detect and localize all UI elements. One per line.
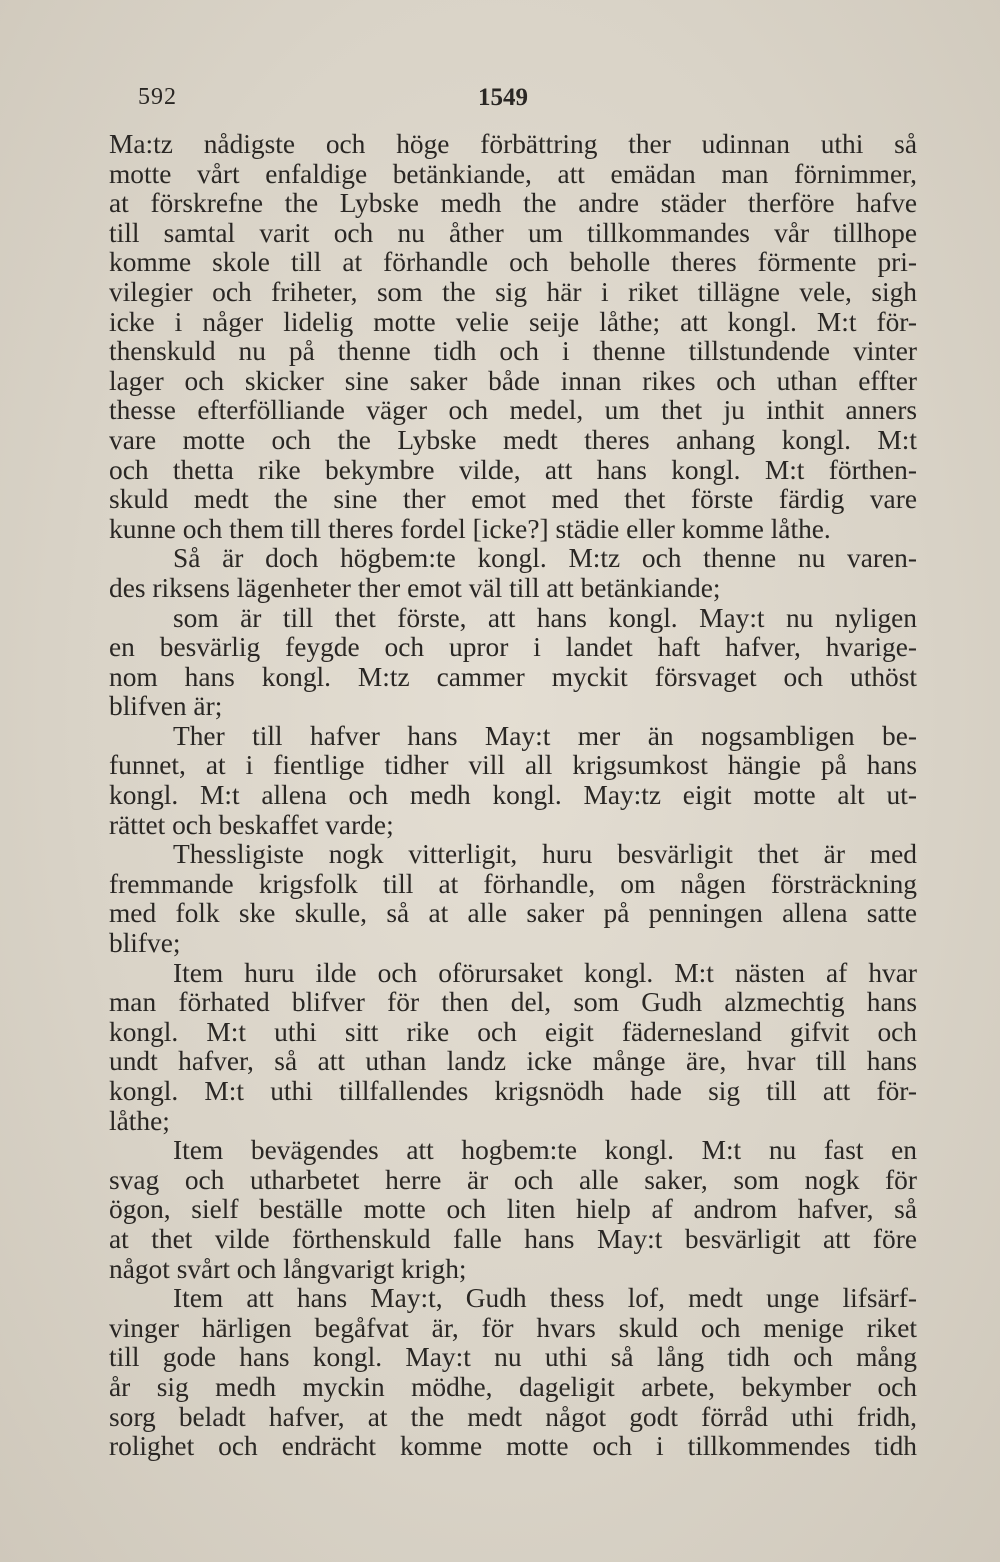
text-line: svag och utharbetet herre är och alle saker, som nogk för — [109, 1164, 917, 1195]
text-line: som är till thet förste, att hans kongl. May:t nu nyligen — [173, 602, 917, 633]
text-line: Ther till hafver hans May:t mer än nogsambligen be- — [173, 720, 917, 751]
text-line: till gode hans kongl. May:t nu uthi så lång tidh och mång — [109, 1342, 917, 1373]
text-line: en besvärlig feygde och upror i landet haft hafver, hvarige- — [109, 632, 917, 663]
body-text — [109, 130, 917, 1462]
text-line: rolighet och endrächt komme motte och i tillkommendes tidh — [109, 1431, 917, 1462]
page-header — [138, 84, 918, 114]
text-line: skuld medt the sine ther emot med thet förste färdig vare — [109, 484, 917, 515]
text-line: kunne och them till theres fordel [icke?] städie eller komme låthe. — [109, 513, 831, 544]
text-line: at förskrefne the Lybske medh the andre städer therföre hafve — [109, 188, 917, 219]
text-line: blifven är; — [109, 691, 223, 722]
text-line: låthe; — [109, 1105, 170, 1136]
text-line: man förhated blifver för then del, som Gudh alzmechtig hans — [109, 987, 917, 1018]
text-line: vinger härligen begåfvat är, för hvars skuld och menige riket — [109, 1312, 917, 1343]
text-line: Thessligiste nogk vitterligit, huru besvärligit thet är med — [173, 839, 917, 870]
text-line: blifve; — [109, 928, 181, 959]
text-line: lager och skicker sine saker både innan rikes och uthan effter — [109, 365, 917, 396]
text-line: rättet och beskaffet varde; — [109, 809, 394, 840]
text-line: år sig medh myckin mödhe, dageligit arbete, bekymber och — [109, 1371, 917, 1402]
page-number: 592 — [138, 84, 177, 110]
text-line: Item huru ilde och oförursaket kongl. M:t nästen af hvar — [173, 957, 917, 988]
text-line: thenskuld nu på thenne tidh och i thenne tillstundende vinter — [109, 336, 917, 367]
text-line: des riksens lägenheter ther emot väl till att betänkiande; — [109, 572, 721, 603]
text-line: och thetta rike bekymbre vilde, att hans kongl. M:t förthen- — [109, 454, 917, 485]
text-line: fremmande krigsfolk till at förhandle, om någen försträckning — [109, 868, 917, 899]
text-line: Item att hans May:t, Gudh thess lof, medt unge lifsärf- — [173, 1283, 917, 1314]
text-line: Så är doch högbem:te kongl. M:tz och thenne nu varen- — [173, 543, 917, 574]
text-line: komme skole till at förhandle och beholle theres förmente pri- — [109, 247, 917, 278]
text-line: thesse efterfölliande väger och medel, um thet ju inthit anners — [109, 395, 917, 426]
text-line: kongl. M:t uthi sitt rike och eigit fädernesland gifvit och — [109, 1016, 917, 1047]
text-line: kongl. M:t uthi tillfallendes krigsnödh hade sig till att för- — [109, 1076, 917, 1106]
text-line: vilegier och friheter, som the sig här i riket tillägne vele, sigh — [109, 276, 917, 307]
text-line: vare motte och the Lybske medt theres anhang kongl. M:t — [109, 424, 917, 455]
text-line: med folk ske skulle, så at alle saker på penningen allena satte — [109, 898, 917, 929]
text-line: motte vårt enfaldige betänkiande, att emädan man förnimmer, — [109, 158, 917, 189]
text-line: at thet vilde förthenskuld falle hans May:t besvärligit att före — [109, 1223, 917, 1254]
text-line: Item bevägendes att hogbem:te kongl. M:t nu fast en — [173, 1135, 917, 1166]
text-line: kongl. M:t allena och medh kongl. May:tz eigit motte alt ut- — [109, 780, 917, 811]
text-line: Ma:tz nådigste och höge förbättring ther udinnan uthi så — [109, 129, 917, 159]
text-line: nom hans kongl. M:tz cammer myckit försvaget och uthöst — [109, 661, 917, 692]
text-line: något svårt och långvarigt krigh; — [109, 1253, 467, 1284]
text-line: till samtal varit och nu åther um tillkommandes vår tillhope — [109, 217, 917, 248]
text-line: sorg beladt hafver, at the medt något godt förråd uthi fridh, — [109, 1401, 917, 1432]
text-line: icke i någer lidelig motte velie seije låthe; att kongl. M:t för- — [109, 306, 917, 337]
text-line: ögon, sielf beställe motte och liten hielp af androm hafver, så — [109, 1194, 917, 1225]
text-line: funnet, at i fientlige tidher vill all krigsumkost hängie på hans — [109, 750, 917, 781]
running-head-year: 1549 — [478, 84, 528, 111]
text-line: undt hafver, så att uthan landz icke månge äre, hvar till hans — [109, 1046, 917, 1077]
